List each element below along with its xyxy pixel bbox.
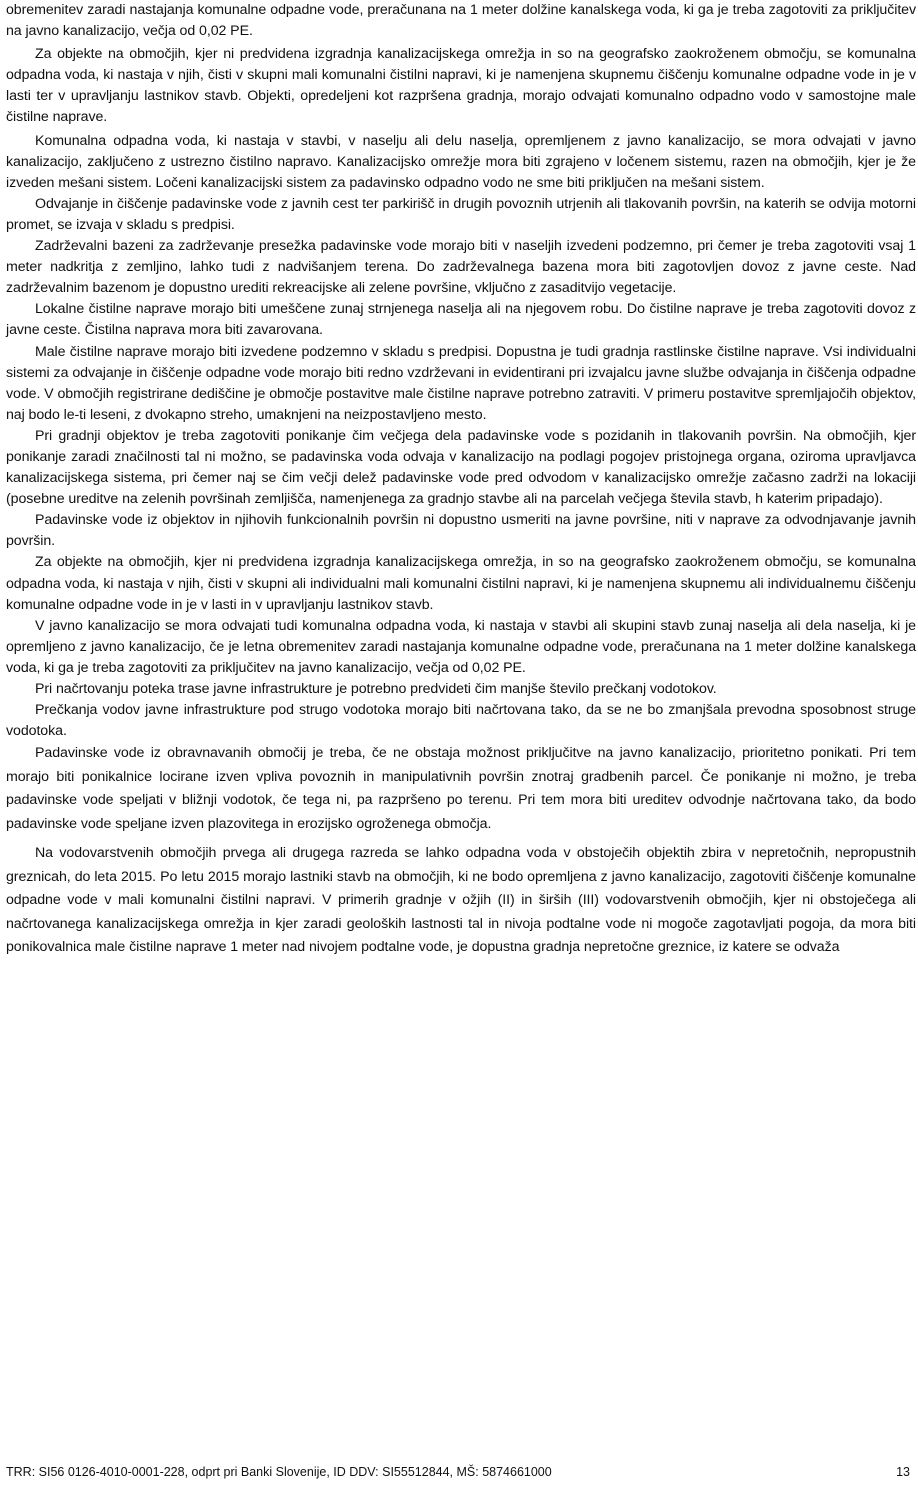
document-body	[6, 0, 916, 960]
paragraph-2: Za objekte na območjih, kjer ni predvidena izgradnja kanalizacijskega omrežja in so na geografsko zaokroženem območju, se komunalna odpadna voda, ki nastaja v njih, čisti v skupni mali komunalni čistilni napravi, ki je namenjena skupnemu čiščenju komunalne odpadne vode in je v lasti ter v upravljanju lastnikov stavb. Objekti, opredeljeni kot razpršena gradnja, morajo odvajati komunalno odpadno vodo v samostojne male čistilne naprave.	[6, 46, 916, 126]
paragraph-4: Odvajanje in čiščenje padavinske vode z javnih cest ter parkirišč in drugih povoznih utrjenih ali tlakovanih površin, na katerih se odvija motorni promet, se izvaja v skladu s predpisi.	[6, 195, 916, 233]
paragraph-7: Male čistilne naprave morajo biti izvedene podzemno v skladu s predpisi. Dopustna je tudi gradnja rastlinske čistilne naprave. Vsi individualni sistemi za odvajanje in čiščenje odpadne vode morajo biti redno vzdrževani in evidentirani pri izvajalcu javne službe odvajanja in čiščenja odpadne vode. V območjih registrirane dediščine je območje postavitve male čistilne naprave potrebno zatraviti. V primeru postavitve spremljajočih objektov, naj bodo le-ti leseni, z dvokapno streho, umaknjeni na neizpostavljeno mesto.	[6, 343, 916, 423]
paragraph-9: Padavinske vode iz objektov in njihovih funkcionalnih površin ni dopustno usmeriti na javne površine, niti v naprave za odvodnjavanje javnih površin.	[6, 512, 916, 550]
paragraph-11: V javno kanalizacijo se mora odvajati tudi komunalna odpadna voda, ki nastaja v stavbi ali skupini stavb zunaj naselja ali dela naselja, ki je opremljeno z javno kanalizacijo, če je letna obremenitev zaradi nastajanja komunalne odpadne vode, preračunana na 1 meter dolžine kanalskega voda, ki ga je treba zagotoviti za priključitev na javno kanalizacijo, večja od 0,02 PE.	[6, 617, 916, 676]
paragraph-5: Zadrževalni bazeni za zadrževanje presežka padavinske vode morajo biti v naseljih izvedeni podzemno, pri čemer je treba zagotoviti vsaj 1 meter nadkritja z zemljino, lahko tudi z nadvišanjem terena. Do zadrževalnega bazena mora biti zagotovljen dovoz z javne ceste. Nad zadrževalnim bazenom je dopustno urediti rekreacijske ali zelene površine, vključno z zasaditvijo vegetacije.	[6, 238, 916, 297]
footer-registration: TRR: SI56 0126-4010-0001-228, odprt pri Banki Slovenije, ID DDV: SI55512844, MŠ: 5874661000	[6, 1465, 552, 1479]
paragraph-1: obremenitev zaradi nastajanja komunalne odpadne vode, preračunana na 1 meter dolžine kanalskega voda, ki ga je treba zagotoviti za priključitev na javno kanalizacijo, večja od 0,02 PE.	[6, 2, 916, 40]
paragraph-13: Prečkanja vodov javne infrastrukture pod strugo vodotoka morajo biti načrtovana tako, da se ne bo zmanjšala prevodna sposobnost struge vodotoka.	[6, 702, 916, 740]
paragraph-6: Lokalne čistilne naprave morajo biti umeščene zunaj strnjenega naselja ali na njegovem robu. Do čistilne naprave je treba zagotoviti dovoz z javne ceste. Čistilna naprava mora biti zavarovana.	[6, 301, 916, 339]
paragraph-3: Komunalna odpadna voda, ki nastaja v stavbi, v naselju ali delu naselja, opremljenem z javno kanalizacijo, se mora odvajati v javno kanalizacijo, zaključeno z ustrezno čistilno napravo. Kanalizacijsko omrežje mora biti zgrajeno v ločenem sistemu, razen na območjih, kjer je že izveden mešani sistem. Ločeni kanalizacijski sistem za padavinsko odpadno vodo ne sme biti priključen na mešani sistem.	[6, 132, 916, 191]
paragraph-15: Na vodovarstvenih območjih prvega ali drugega razreda se lahko odpadna voda v obstoječih objektih zbira v nepretočnih, nepropustnih greznicah, do leta 2015. Po letu 2015 morajo lastniki stavb na območjih, ki ne bodo opremljena z javno kanalizacijo, zagotoviti čiščenje komunalne odpadne vode v mali komunalni čistilni napravi. V primerih gradnje v ožjih (II) in širših (III) vodovarstvenih območjih, kjer ni obstoječega ali načrtovanega kanalizacijskega omrežja in kjer zaradi geoloških lastnosti tal in nivoja podtalne vode ni mogoče zagotavljati pogoja, da mora biti ponikovalnica male čistilne naprave 1 meter nad nivojem podtalne vode, je dopustna gradnja nepretočne greznice, iz katere se odvaža	[6, 845, 916, 956]
paragraph-14: Padavinske vode iz obravnavanih območij je treba, če ne obstaja možnost priključitve na javno kanalizacijo, prioritetno ponikati. Pri tem morajo biti ponikalnice locirane izven vpliva povoznih in manipulativnih površin znotraj gradbenih parcel. Če ponikanje ni možno, je treba padavinske vode speljati v bližnji vodotok, če tega ni, pa razpršeno po terenu. Pri tem mora biti ureditev odvodnje načrtovana tako, da bodo padavinske vode speljane izven plazovitega in erozijsko ogroženega območja.	[6, 745, 916, 832]
paragraph-8: Pri gradnji objektov je treba zagotoviti ponikanje čim večjega dela padavinske vode s pozidanih in tlakovanih površin. Na območjih, kjer ponikanje zaradi značilnosti tal ni možno, se padavinska voda odvaja v kanalizacijo na podlagi pogojev pristojnega organa, oziroma upravljavca kanalizacijskega sistema, pri čemer naj se čim večji delež padavinske vode pred odvodom v kanalizacijsko omrežje začasno zadrži na lokaciji (posebne ureditve na zelenih površinah zemljišča, namenjenega za gradnjo stavbe ali na parcelah večjega števila stavb, h katerim pripadajo).	[6, 427, 916, 508]
page-number: 13	[896, 1465, 910, 1479]
page-footer	[6, 1465, 916, 1479]
paragraph-12: Pri načrtovanju poteka trase javne infrastrukture je potrebno predvideti čim manjše število prečkanj vodotokov.	[35, 681, 717, 697]
paragraph-10: Za objekte na območjih, kjer ni predvidena izgradnja kanalizacijskega omrežja, in so na geografsko zaokroženem območju, se komunalna odpadna voda, ki nastaja v njih, čisti v skupni ali individualni mali komunalni čistilni napravi, ki je namenjena skupnemu ali individualnemu čiščenju komunalne odpadne vode in je v lasti in v upravljanju lastnikov stavb.	[6, 554, 916, 613]
